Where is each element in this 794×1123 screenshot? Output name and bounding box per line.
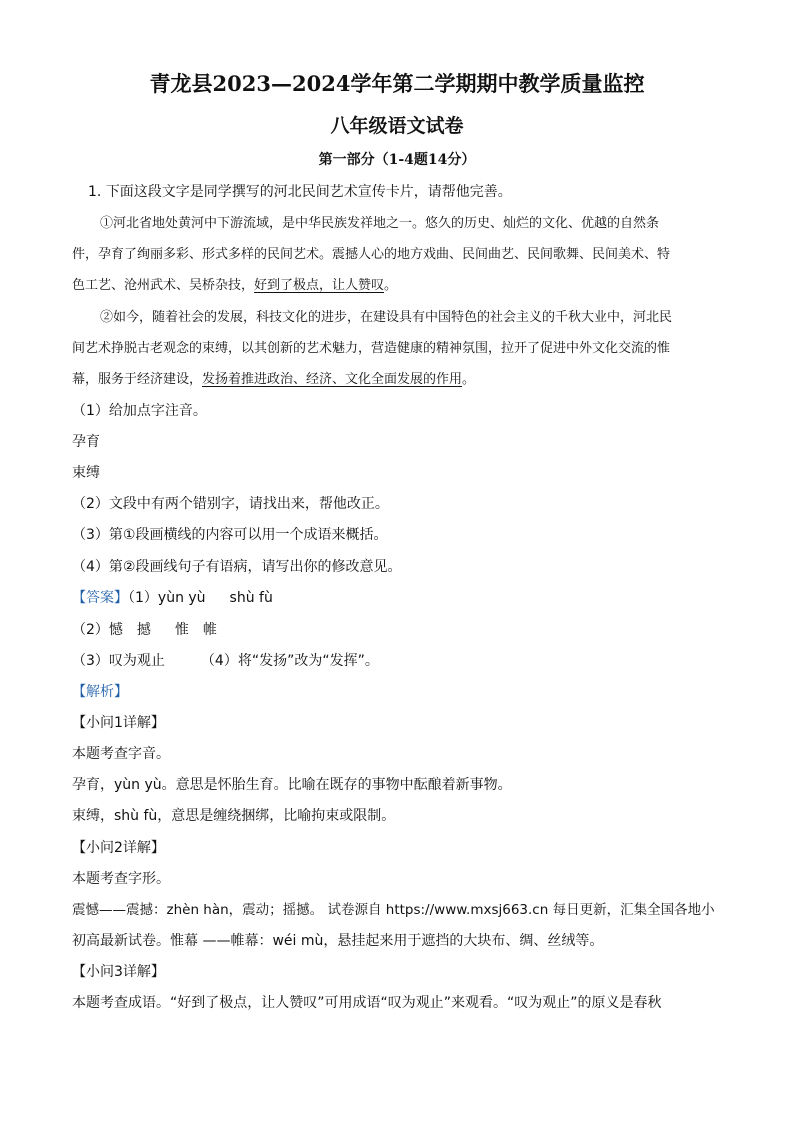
passage-p1-line2: 件，孕育了绚丽多彩、形式多样的民间艺术。震撼人心的地方戏曲、民间曲艺、民间歌舞、民间美术、特	[72, 247, 671, 262]
passage-p2-text: 幕，服务于经济建设，	[72, 372, 203, 387]
answer-1b: shù fù	[229, 590, 273, 606]
analysis-label: 【解析】	[72, 684, 128, 700]
answer-1: （1）yùn yù	[128, 590, 206, 606]
passage-p1-text: 色工艺、沧州武术、吴桥杂技，	[72, 278, 255, 293]
page-subtitle: 八年级语文试卷	[330, 115, 464, 137]
passage-p2-line3	[72, 370, 475, 390]
answer-line-3	[72, 651, 379, 671]
passage-p1-line1: ①河北省地处黄河中下游流域，是中华民族发祥地之一。悠久的历史、灿烂的文化、优越的自然条	[100, 216, 660, 231]
detail-2-line-1: 本题考查字形。	[72, 871, 170, 887]
question-1-stem: 1. 下面这段文字是同学撰写的河北民间艺术宣传卡片，请帮他完善。	[88, 184, 512, 200]
passage-p1-line3	[72, 276, 397, 296]
detail-1-line-3: 束缚，shù fù，意思是缠绕捆绑，比喻拘束或限制。	[72, 808, 396, 824]
passage-p2-line2: 间艺术挣脱古老观念的束缚，以其创新的艺术魅力，营造健康的精神氛围，拉开了促进中外文化交流的惟	[72, 341, 671, 356]
sub-question-4: （4）第②段画线句子有语病，请写出你的修改意见。	[72, 559, 402, 575]
word-1: 孕育	[72, 434, 100, 450]
detail-2-heading: 【小问2详解】	[72, 840, 165, 856]
answer-label: 【答案】	[72, 590, 128, 606]
word-2: 束缚	[72, 465, 100, 481]
sub-question-1: （1）给加点字注音。	[72, 403, 207, 419]
answer-line-2	[72, 620, 217, 640]
passage-p2-underlined: 发扬着推进政治、经济、文化全面发展的作用	[202, 372, 463, 387]
passage-p2-end: 。	[462, 372, 476, 387]
answer-4: （4）将“发扬”改为“发挥”。	[200, 653, 379, 669]
answer-2b: 惟 帷	[174, 622, 217, 638]
passage-p2-line1: ②如今，随着社会的发展，科技文化的进步，在建设具有中国特色的社会主义的千秋大业中，河北民	[100, 310, 673, 325]
sub-question-3: （3）第①段画横线的内容可以用一个成语来概括。	[72, 527, 388, 543]
section-heading: 第一部分（1-4题14分）	[318, 152, 476, 168]
sub-question-2: （2）文段中有两个错别字，请找出来，帮他改正。	[72, 496, 389, 512]
detail-2-line-2: 震憾——震撼：zhèn hàn，震动；摇撼。 试卷源自 https://www.mxsj663.cn 每日更新，汇集全国各地小	[72, 902, 715, 918]
passage-p1-underlined: 好到了极点，让人赞叹	[254, 278, 385, 293]
passage-p1-end: 。	[384, 278, 398, 293]
answer-2: （2）憾 撼	[72, 622, 151, 638]
page-title: 青龙县2023—2024学年第二学期期中教学质量监控	[149, 71, 645, 96]
detail-3-line-1: 本题考查成语。“好到了极点，让人赞叹”可用成语“叹为观止”来观看。“叹为观止”的原义是春秋	[72, 995, 662, 1011]
detail-1-line-2: 孕育，yùn yù。意思是怀胎生育。比喻在既存的事物中酝酿着新事物。	[72, 777, 512, 793]
answer-3: （3）叹为观止	[72, 653, 165, 669]
detail-3-heading: 【小问3详解】	[72, 964, 165, 980]
detail-2-line-3: 初高最新试卷。惟幕 ——帷幕：wéi mù，悬挂起来用于遮挡的大块布、绸、丝绒等。	[72, 933, 604, 949]
detail-1-heading: 【小问1详解】	[72, 715, 165, 731]
detail-1-line-1: 本题考查字音。	[72, 746, 170, 762]
answer-line-1	[72, 588, 273, 608]
